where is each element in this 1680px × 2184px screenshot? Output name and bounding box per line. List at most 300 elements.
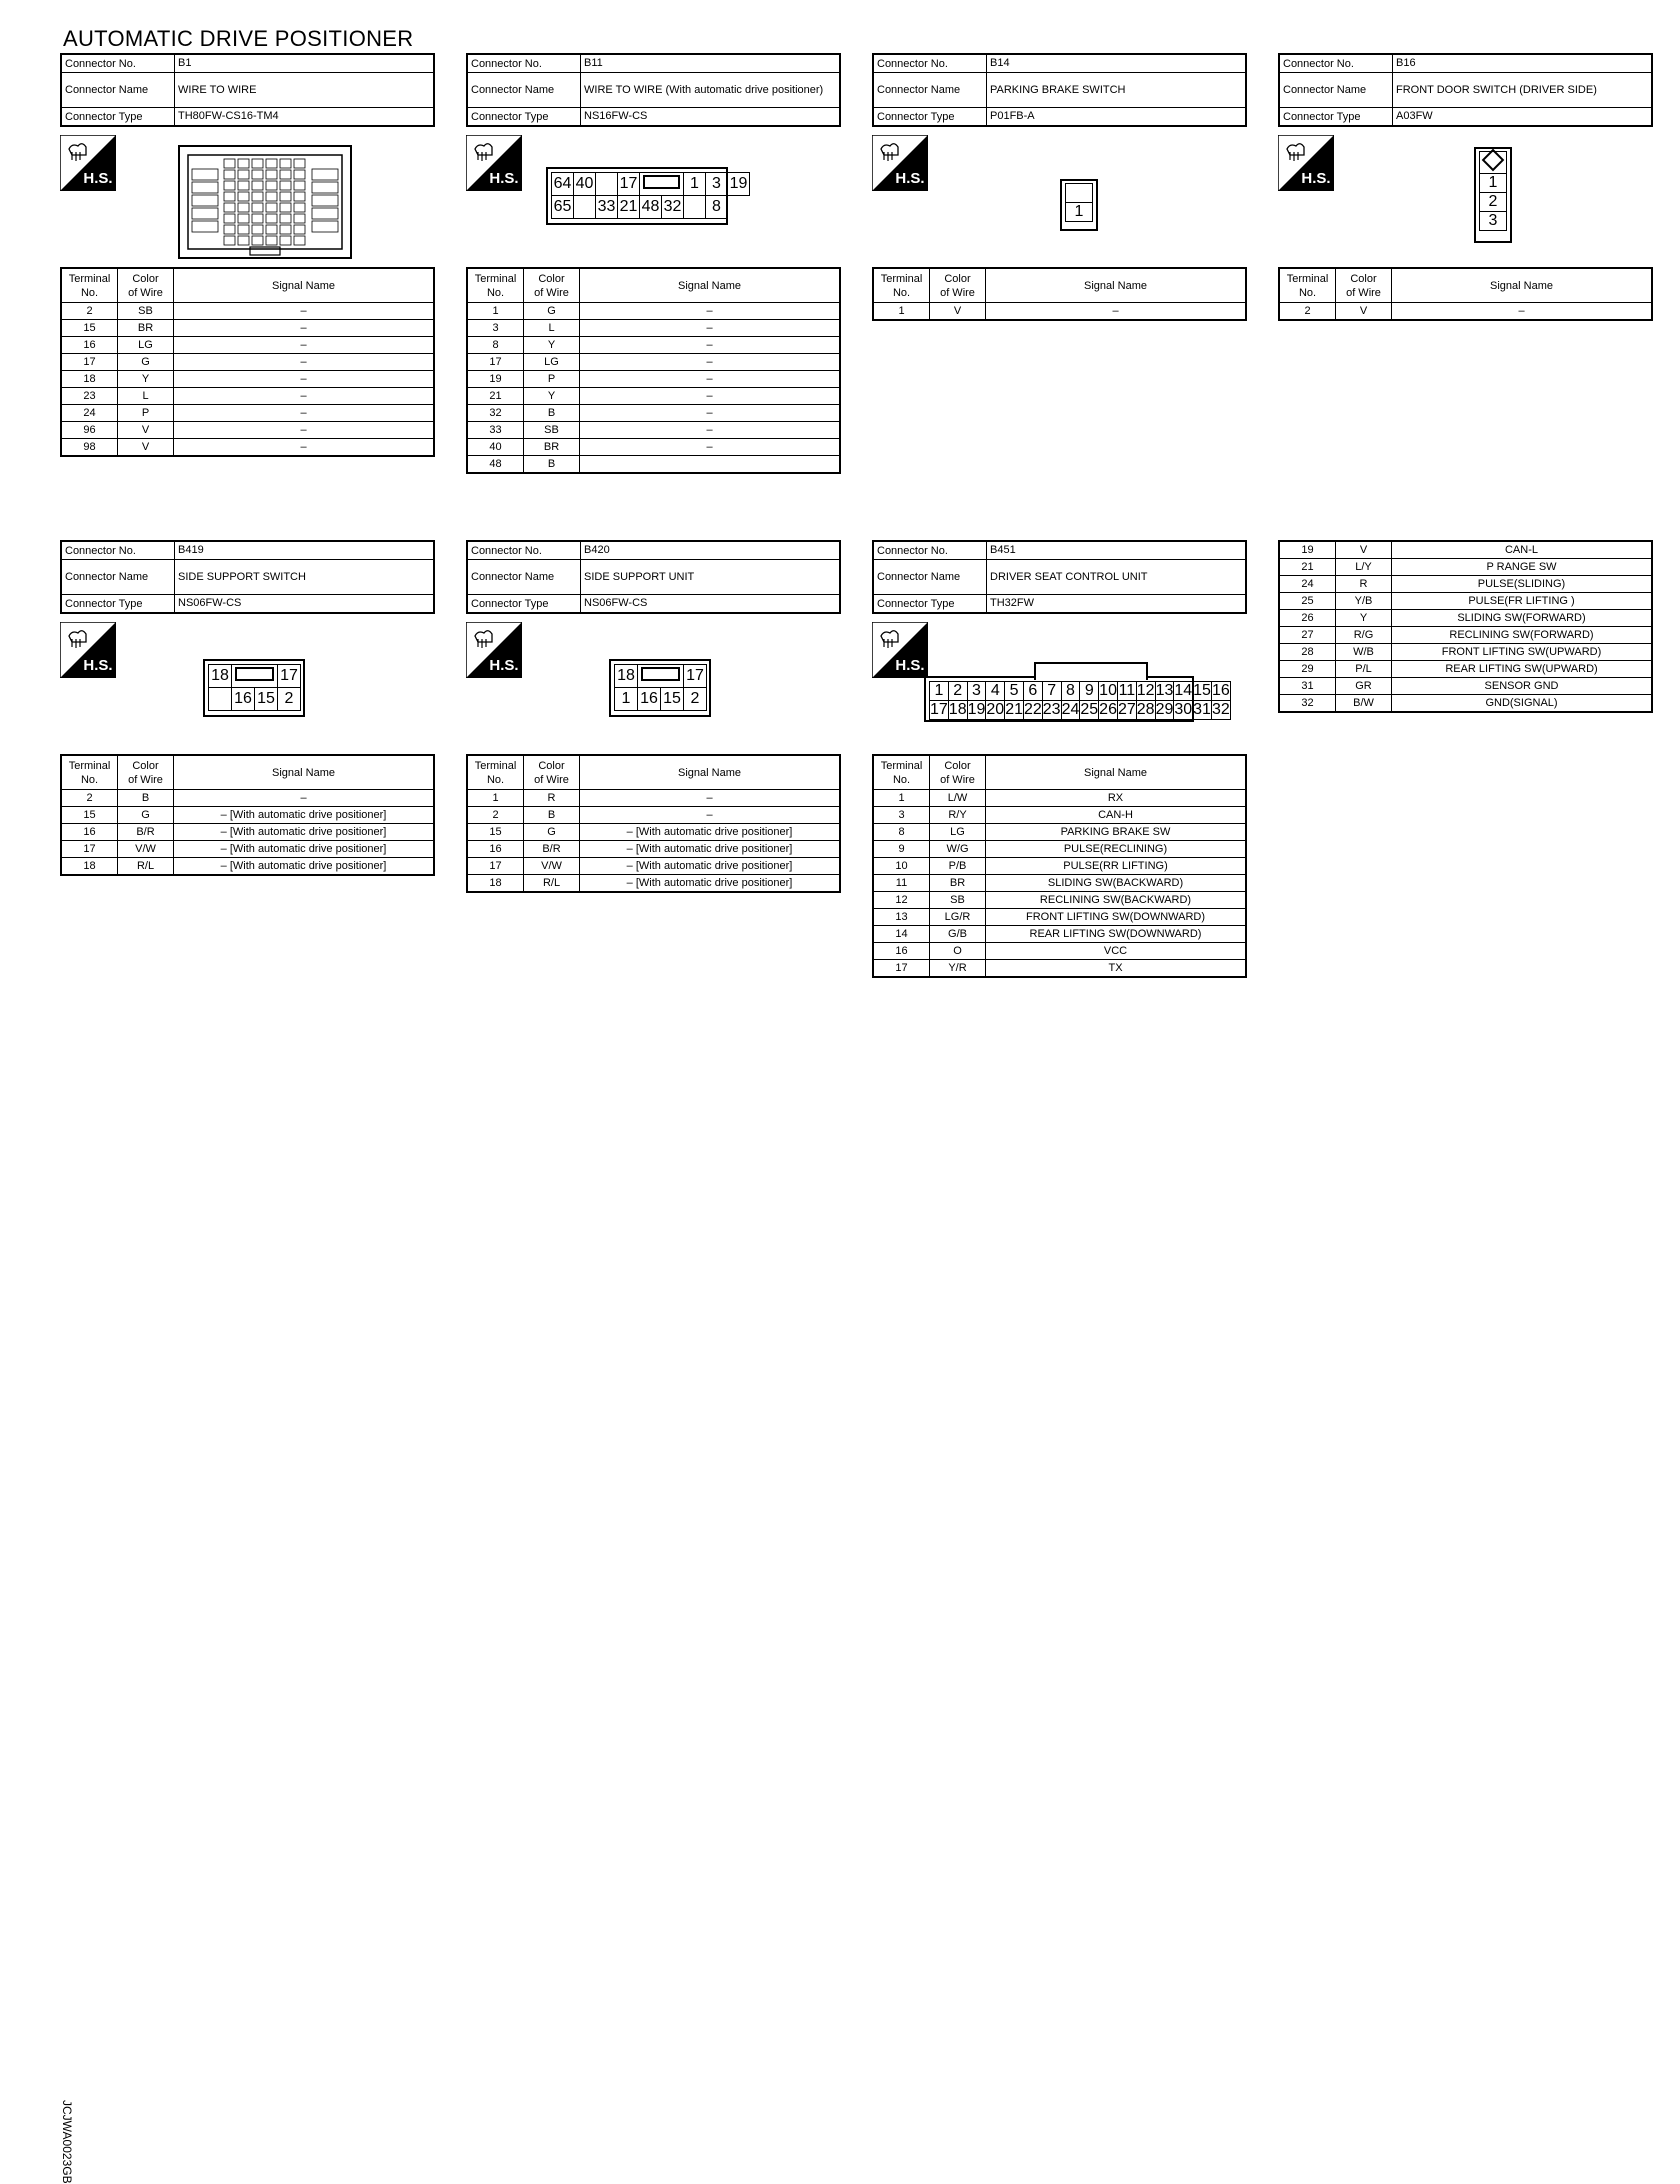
wire-color: Y [118, 371, 174, 388]
terminal-no: 16 [61, 337, 118, 354]
wire-color: B/W [1336, 695, 1392, 713]
color-header: Color of Wire [524, 268, 580, 303]
header-value: TH32FW [987, 595, 1247, 614]
header-label: Connector Name [467, 560, 581, 595]
pin-cell: 23 [1042, 701, 1061, 718]
terminal-no: 23 [61, 388, 118, 405]
table-row [467, 439, 840, 456]
signal-name: – [With automatic drive positioner] [174, 858, 435, 876]
signal-name: – [580, 439, 841, 456]
signal-name: – [580, 320, 841, 337]
wire-color: R/Y [930, 807, 986, 824]
pin-cell: 7 [1042, 682, 1061, 701]
header-value: FRONT DOOR SWITCH (DRIVER SIDE) [1393, 73, 1653, 108]
connector-header-table [1278, 53, 1653, 127]
header-value: WIRE TO WIRE [175, 73, 435, 108]
signal-name [580, 456, 841, 474]
signal-name-header: Signal Name [986, 755, 1247, 790]
table-row [467, 405, 840, 422]
wire-color: BR [930, 875, 986, 892]
table-row [1279, 559, 1652, 576]
wire-color: B [524, 405, 580, 422]
pin-cell: 21 [618, 196, 640, 219]
signal-name: – [174, 439, 435, 457]
table-row [467, 354, 840, 371]
terminal-no: 96 [61, 422, 118, 439]
signal-name: FRONT LIFTING SW(DOWNWARD) [986, 909, 1247, 926]
signal-name: – [174, 371, 435, 388]
pin-cell: 65 [552, 196, 574, 219]
table-row [467, 841, 840, 858]
signal-name: – [174, 337, 435, 354]
svg-text:H.S.: H.S. [1301, 170, 1331, 187]
header-row [873, 54, 1246, 73]
header-row [61, 560, 434, 595]
signal-name: – [580, 337, 841, 354]
wire-color: LG/R [930, 909, 986, 926]
pin-cell: 3 [706, 173, 728, 196]
terminal-no: 9 [873, 841, 930, 858]
pin-row [1066, 203, 1093, 222]
signal-name: – [174, 405, 435, 422]
header-label: Connector Type [873, 108, 987, 127]
table-row [873, 824, 1246, 841]
connector-block-b451 [872, 540, 1247, 978]
terminal-no: 29 [1279, 661, 1336, 678]
signal-name-header: Signal Name [174, 268, 435, 303]
header-label: Connector Name [61, 73, 175, 108]
pin-cell: 18 [948, 701, 967, 718]
color-header: Color of Wire [118, 268, 174, 303]
table-row [467, 320, 840, 337]
header-label: Connector No. [61, 54, 175, 73]
signal-name: SENSOR GND [1392, 678, 1653, 695]
wire-color: R/G [1336, 627, 1392, 644]
header-row [61, 54, 434, 73]
pin-row [552, 196, 750, 219]
header-row [61, 73, 434, 108]
signal-name: – [580, 405, 841, 422]
wire-color: B [524, 456, 580, 474]
connector-block-b11 [466, 53, 841, 474]
pin-cell [232, 665, 278, 688]
wire-color: V [1336, 541, 1392, 559]
signal-name-header: Signal Name [174, 755, 435, 790]
svg-text:H.S.: H.S. [895, 657, 925, 674]
wire-color: LG [930, 824, 986, 841]
signal-name: PULSE(FR LIFTING ) [1392, 593, 1653, 610]
svg-text:H.S.: H.S. [83, 657, 113, 674]
color-header: Color of Wire [524, 755, 580, 790]
harness-side-icon [466, 135, 522, 191]
header-row [467, 73, 840, 108]
table-row [873, 807, 1246, 824]
header-label: Connector No. [467, 541, 581, 560]
wire-color: SB [118, 303, 174, 320]
pin-cell [640, 173, 684, 196]
svg-text:H.S.: H.S. [895, 170, 925, 187]
wire-color: SB [524, 422, 580, 439]
wire-color: G [118, 807, 174, 824]
connector-pin-grid [551, 172, 750, 219]
header-value: SIDE SUPPORT SWITCH [175, 560, 435, 595]
header-row [467, 108, 840, 127]
signal-name: – [580, 422, 841, 439]
header-value: DRIVER SEAT CONTROL UNIT [987, 560, 1247, 595]
header-label: Connector No. [1279, 54, 1393, 73]
pin-row [1066, 184, 1093, 203]
connector-figure [466, 127, 841, 267]
pin-row [930, 682, 1231, 701]
table-row [61, 858, 434, 876]
svg-text:H.S.: H.S. [83, 170, 113, 187]
connector-figure [60, 614, 435, 754]
signal-name: – [174, 790, 435, 807]
pin-cell: 19 [967, 701, 986, 718]
pin-cell: 14 [1174, 682, 1193, 699]
header-label: Connector No. [467, 54, 581, 73]
signal-name: – [With automatic drive positioner] [580, 824, 841, 841]
pin-cell: 2 [1480, 193, 1507, 212]
header-value: B16 [1393, 54, 1653, 73]
terminal-no: 16 [467, 841, 524, 858]
pin-row [1480, 193, 1507, 212]
header-value: NS06FW-CS [581, 595, 841, 614]
wire-color: R [524, 790, 580, 807]
connector-header-table [466, 53, 841, 127]
pin-cell: 12 [1136, 682, 1155, 699]
pin-cell: 8 [706, 196, 728, 219]
pin-cell: 32 [1211, 701, 1230, 718]
table-row [467, 371, 840, 388]
signal-name: CAN-L [1392, 541, 1653, 559]
table-row [467, 388, 840, 405]
terminal-header-row [873, 755, 1246, 790]
header-value: NS16FW-CS [581, 108, 841, 127]
terminal-no: 2 [467, 807, 524, 824]
color-header: Color of Wire [930, 268, 986, 303]
terminal-no: 1 [467, 303, 524, 320]
connector-pin-grid [1065, 183, 1093, 222]
header-row [467, 541, 840, 560]
latch-icon [235, 667, 274, 681]
terminal-table [466, 754, 841, 893]
pin-cell: 16 [1211, 682, 1230, 699]
connector-header-table [872, 540, 1247, 614]
wire-color: V/W [524, 858, 580, 875]
terminal-no: 19 [467, 371, 524, 388]
signal-name-header: Signal Name [986, 268, 1247, 303]
header-value: B451 [987, 541, 1247, 560]
table-row [61, 790, 434, 807]
table-row [873, 303, 1246, 321]
harness-side-icon [872, 135, 928, 191]
pin-cell: 9 [1080, 682, 1099, 701]
terminal-no: 16 [61, 824, 118, 841]
signal-name: SLIDING SW(FORWARD) [1392, 610, 1653, 627]
terminal-no: 48 [467, 456, 524, 474]
pin-cell [209, 688, 232, 711]
connector-figure [466, 614, 841, 754]
terminal-no: 28 [1279, 644, 1336, 661]
pin-row [1480, 212, 1507, 231]
signal-name: P RANGE SW [1392, 559, 1653, 576]
table-row [61, 422, 434, 439]
wire-color: LG [118, 337, 174, 354]
wire-color: GR [1336, 678, 1392, 695]
pin-cell: 18 [209, 665, 232, 688]
terminal-no: 16 [873, 943, 930, 960]
latch-icon [643, 175, 681, 189]
table-row [873, 943, 1246, 960]
table-row [873, 858, 1246, 875]
signal-name: RECLINING SW(BACKWARD) [986, 892, 1247, 909]
terminal-no: 32 [467, 405, 524, 422]
wire-color: V/W [118, 841, 174, 858]
signal-name: GND(SIGNAL) [1392, 695, 1653, 713]
wire-color: P [118, 405, 174, 422]
header-row [1279, 54, 1652, 73]
pin-cell: 25 [1080, 701, 1099, 718]
pin-cell: 1 [1480, 174, 1507, 193]
header-label: Connector Name [873, 73, 987, 108]
pin-cell: 15 [255, 688, 278, 711]
header-label: Connector Name [467, 73, 581, 108]
wire-color: P/B [930, 858, 986, 875]
terminal-no: 17 [467, 354, 524, 371]
signal-name: – [174, 388, 435, 405]
pin-cell: 17 [930, 701, 948, 718]
color-header: Color of Wire [930, 755, 986, 790]
signal-name: PULSE(RR LIFTING) [986, 858, 1247, 875]
signal-name: – [174, 422, 435, 439]
pin-cell [574, 196, 596, 219]
connector-block-b420 [466, 540, 841, 893]
signal-name: PULSE(RECLINING) [986, 841, 1247, 858]
wire-color: P/L [1336, 661, 1392, 678]
svg-text:H.S.: H.S. [489, 657, 519, 674]
terminal-table [60, 754, 435, 876]
wire-color: W/G [930, 841, 986, 858]
wire-color: G/B [930, 926, 986, 943]
latch-icon [641, 667, 680, 681]
header-row [1279, 108, 1652, 127]
table-row [1279, 644, 1652, 661]
terminal-no: 3 [467, 320, 524, 337]
terminal-header-row [467, 268, 840, 303]
wire-color: BR [118, 320, 174, 337]
connector-header-table [466, 540, 841, 614]
pin-cell: 15 [661, 688, 684, 711]
wire-color: Y [1336, 610, 1392, 627]
header-value: WIRE TO WIRE (With automatic drive positioner) [581, 73, 841, 108]
connector-face [1060, 179, 1098, 231]
table-row [61, 841, 434, 858]
header-row [467, 595, 840, 614]
connector-header-table [60, 540, 435, 614]
header-value: B419 [175, 541, 435, 560]
pin-cell [1066, 184, 1093, 203]
pin-row [615, 665, 707, 688]
pin-cell: 17 [684, 665, 707, 688]
terminal-no: 18 [61, 371, 118, 388]
connector-figure [1278, 127, 1653, 267]
terminal-table [872, 754, 1247, 978]
header-label: Connector Type [467, 595, 581, 614]
table-row [467, 303, 840, 320]
terminal-no: 1 [467, 790, 524, 807]
signal-name: – [580, 388, 841, 405]
header-value: NS06FW-CS [175, 595, 435, 614]
header-value: A03FW [1393, 108, 1653, 127]
signal-name: – [1392, 303, 1653, 321]
pin-cell: 33 [596, 196, 618, 219]
wire-color: B [118, 790, 174, 807]
terminal-no: 3 [873, 807, 930, 824]
wire-color: Y [524, 388, 580, 405]
continuation-table [1278, 540, 1653, 713]
table-row [873, 841, 1246, 858]
signal-name: – [174, 303, 435, 320]
wire-color: V [1336, 303, 1392, 321]
header-label: Connector Name [1279, 73, 1393, 108]
signal-name: – [580, 371, 841, 388]
wire-color: SB [930, 892, 986, 909]
connector-figure [872, 127, 1247, 267]
table-row [467, 456, 840, 474]
multi-pin-connector-graphic [180, 147, 350, 257]
connector-face [1474, 147, 1512, 243]
connector-figure [60, 127, 435, 267]
terminal-header-row [61, 268, 434, 303]
pin-cell: 30 [1174, 701, 1193, 718]
pin-cell: 22 [1023, 701, 1042, 718]
terminal-no: 1 [873, 790, 930, 807]
table-row [873, 960, 1246, 978]
wire-color: O [930, 943, 986, 960]
terminal-no: 8 [467, 337, 524, 354]
terminal-no-header: Terminal No. [467, 755, 524, 790]
harness-side-icon [1278, 135, 1334, 191]
wire-color: G [524, 303, 580, 320]
terminal-no: 31 [1279, 678, 1336, 695]
signal-name: – [580, 807, 841, 824]
pin-cell [596, 173, 618, 196]
pin-cell: 15 [1193, 682, 1211, 699]
harness-side-icon [466, 622, 522, 678]
pin-cell: 16 [232, 688, 255, 711]
wire-color: L [118, 388, 174, 405]
connector-pin-grid [208, 664, 301, 711]
header-row [61, 595, 434, 614]
terminal-no-header: Terminal No. [467, 268, 524, 303]
pin-cell: 11 [1118, 682, 1136, 699]
pin-cell: 17 [278, 665, 301, 688]
pin-row [1480, 152, 1507, 174]
table-row [467, 337, 840, 354]
header-value: B11 [581, 54, 841, 73]
pin-cell: 21 [1005, 701, 1023, 718]
table-row [1279, 541, 1652, 559]
terminal-no: 2 [61, 790, 118, 807]
harness-side-icon [60, 135, 116, 191]
header-value: P01FB-A [987, 108, 1247, 127]
terminal-no: 98 [61, 439, 118, 457]
table-row [1279, 576, 1652, 593]
connector-block-b1 [60, 53, 435, 457]
connector-header-table [872, 53, 1247, 127]
header-label: Connector No. [873, 54, 987, 73]
header-row [61, 108, 434, 127]
wire-color: Y/R [930, 960, 986, 978]
pin-row [930, 701, 1231, 720]
signal-name: VCC [986, 943, 1247, 960]
terminal-no: 21 [467, 388, 524, 405]
pin-cell: 19 [728, 173, 750, 196]
terminal-no: 8 [873, 824, 930, 841]
table-row [61, 371, 434, 388]
color-header: Color of Wire [1336, 268, 1392, 303]
connector-pin-grid [614, 664, 707, 711]
table-row [873, 892, 1246, 909]
wire-color: Y [524, 337, 580, 354]
pin-cell: 3 [967, 682, 986, 701]
signal-name: TX [986, 960, 1247, 978]
terminal-no: 13 [873, 909, 930, 926]
wire-color: G [118, 354, 174, 371]
signal-name-header: Signal Name [1392, 268, 1653, 303]
signal-name: – [580, 790, 841, 807]
connector-figure [872, 614, 1247, 754]
terminal-no: 17 [61, 354, 118, 371]
signal-name: SLIDING SW(BACKWARD) [986, 875, 1247, 892]
pin-cell: 31 [1193, 701, 1211, 718]
terminal-no-header: Terminal No. [873, 755, 930, 790]
signal-name: – [With automatic drive positioner] [580, 875, 841, 893]
wire-color: BR [524, 439, 580, 456]
signal-name-header: Signal Name [580, 268, 841, 303]
signal-name: – [986, 303, 1247, 321]
table-row [467, 875, 840, 893]
terminal-no: 24 [61, 405, 118, 422]
pin-cell: 13 [1155, 682, 1174, 699]
pin-cell: 17 [618, 173, 640, 196]
header-row [873, 560, 1246, 595]
pin-cell: 32 [662, 196, 684, 219]
table-row [61, 303, 434, 320]
pin-row [209, 665, 301, 688]
header-row [467, 54, 840, 73]
signal-name: PULSE(SLIDING) [1392, 576, 1653, 593]
signal-name: – [With automatic drive positioner] [174, 824, 435, 841]
signal-name: – [580, 354, 841, 371]
pin-cell: 1 [930, 682, 949, 701]
pin-cell [1480, 152, 1507, 174]
wire-color: W/B [1336, 644, 1392, 661]
wire-color: LG [524, 354, 580, 371]
signal-name: FRONT LIFTING SW(UPWARD) [1392, 644, 1653, 661]
header-value: B420 [581, 541, 841, 560]
terminal-table [466, 267, 841, 474]
table-row [1279, 593, 1652, 610]
signal-name: REAR LIFTING SW(UPWARD) [1392, 661, 1653, 678]
table-row [61, 405, 434, 422]
header-value: B14 [987, 54, 1247, 73]
table-row [467, 858, 840, 875]
table-row [467, 790, 840, 807]
pin-row [209, 688, 301, 711]
pin-cell: 2 [278, 688, 301, 711]
